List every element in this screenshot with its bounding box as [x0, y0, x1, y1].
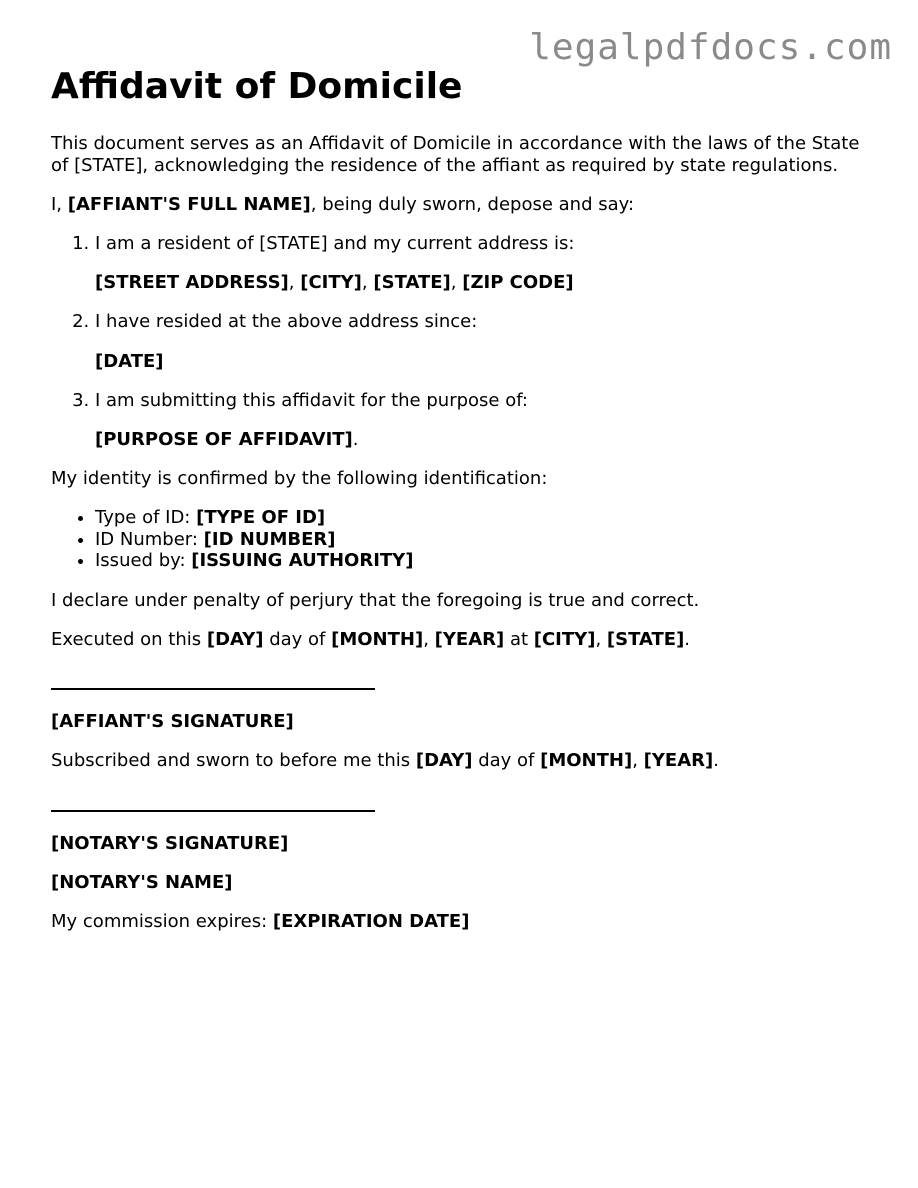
notary-signature-line — [51, 794, 871, 816]
date-field: [DATE] — [95, 350, 164, 372]
notary-name-label: [NOTARY'S NAME] — [51, 871, 233, 893]
subscribed-year-field: [YEAR] — [643, 750, 714, 772]
executed-day-field: [DAY] — [206, 628, 264, 650]
intro-paragraph: This document serves as an Affidavit of Domicile in accordance with the laws of the State of [STATE], acknowledging the residence of the affiant as required by state regulations. — [51, 133, 860, 176]
statement-item: 3. I am submitting this affidavit for the purpose of: [PURPOSE OF AFFIDAVIT]. — [95, 390, 871, 451]
document-body — [51, 133, 871, 950]
identification-list — [51, 507, 871, 572]
id-type-field: [TYPE OF ID] — [196, 507, 326, 529]
subscribed-day-field: [DAY] — [415, 750, 473, 772]
statement-item: 2. I have resided at the above address since: [DATE] — [95, 311, 871, 372]
purpose-field: [PURPOSE OF AFFIDAVIT] — [95, 428, 353, 450]
zip-code-field: [ZIP CODE] — [462, 272, 574, 294]
subscribed-month-field: [MONTH] — [540, 750, 633, 772]
affiant-signature-label: [AFFIANT'S SIGNATURE] — [51, 711, 294, 733]
city-field: [CITY] — [300, 272, 362, 294]
statement-item: 1. I am a resident of [STATE] and my current address is: [STREET ADDRESS], [CITY], [STATE], [ZIP CODE] — [95, 233, 871, 294]
state-field: [STATE] — [373, 272, 451, 294]
subscribed-paragraph: Subscribed and sworn to before me this [DAY] day of [MONTH], [YEAR]. — [51, 750, 719, 772]
watermark: legalpdfdocs.com — [529, 27, 892, 68]
street-address-field: [STREET ADDRESS] — [95, 272, 289, 294]
executed-paragraph: Executed on this [DAY] day of [MONTH], [YEAR] at [CITY], [STATE]. — [51, 628, 691, 650]
expiration-date-field: [EXPIRATION DATE] — [272, 911, 470, 933]
identification-item: • Issued by: [ISSUING AUTHORITY] — [95, 550, 871, 572]
executed-city-field: [CITY] — [533, 628, 596, 650]
identity-intro: My identity is confirmed by the following identification: — [51, 468, 548, 490]
residence-date-line — [95, 351, 871, 373]
id-number-field: [ID NUMBER] — [203, 528, 336, 550]
affiant-signature-line — [51, 672, 871, 694]
purpose-line: [PURPOSE OF AFFIDAVIT]. — [95, 428, 359, 450]
statements-list — [51, 233, 871, 451]
affiant-name-field: [AFFIANT'S FULL NAME] — [67, 193, 311, 215]
executed-year-field: [YEAR] — [434, 628, 505, 650]
executed-state-field: [STATE] — [606, 628, 685, 650]
executed-month-field: [MONTH] — [331, 628, 424, 650]
identification-item: • ID Number: [ID NUMBER] — [95, 529, 871, 551]
notary-signature-label: [NOTARY'S SIGNATURE] — [51, 832, 289, 854]
commission-paragraph: My commission expires: [EXPIRATION DATE] — [51, 911, 470, 933]
oath-paragraph: I, [AFFIANT'S FULL NAME], being duly sworn, depose and say: — [51, 193, 635, 215]
document-title: Affidavit of Domicile — [51, 66, 463, 107]
address-line: [STREET ADDRESS], [CITY], [STATE], [ZIP CODE] — [95, 272, 574, 294]
issuing-authority-field: [ISSUING AUTHORITY] — [191, 550, 414, 572]
identification-item: • Type of ID: [TYPE OF ID] — [95, 507, 871, 529]
declaration-paragraph: I declare under penalty of perjury that the foregoing is true and correct. — [51, 589, 700, 611]
